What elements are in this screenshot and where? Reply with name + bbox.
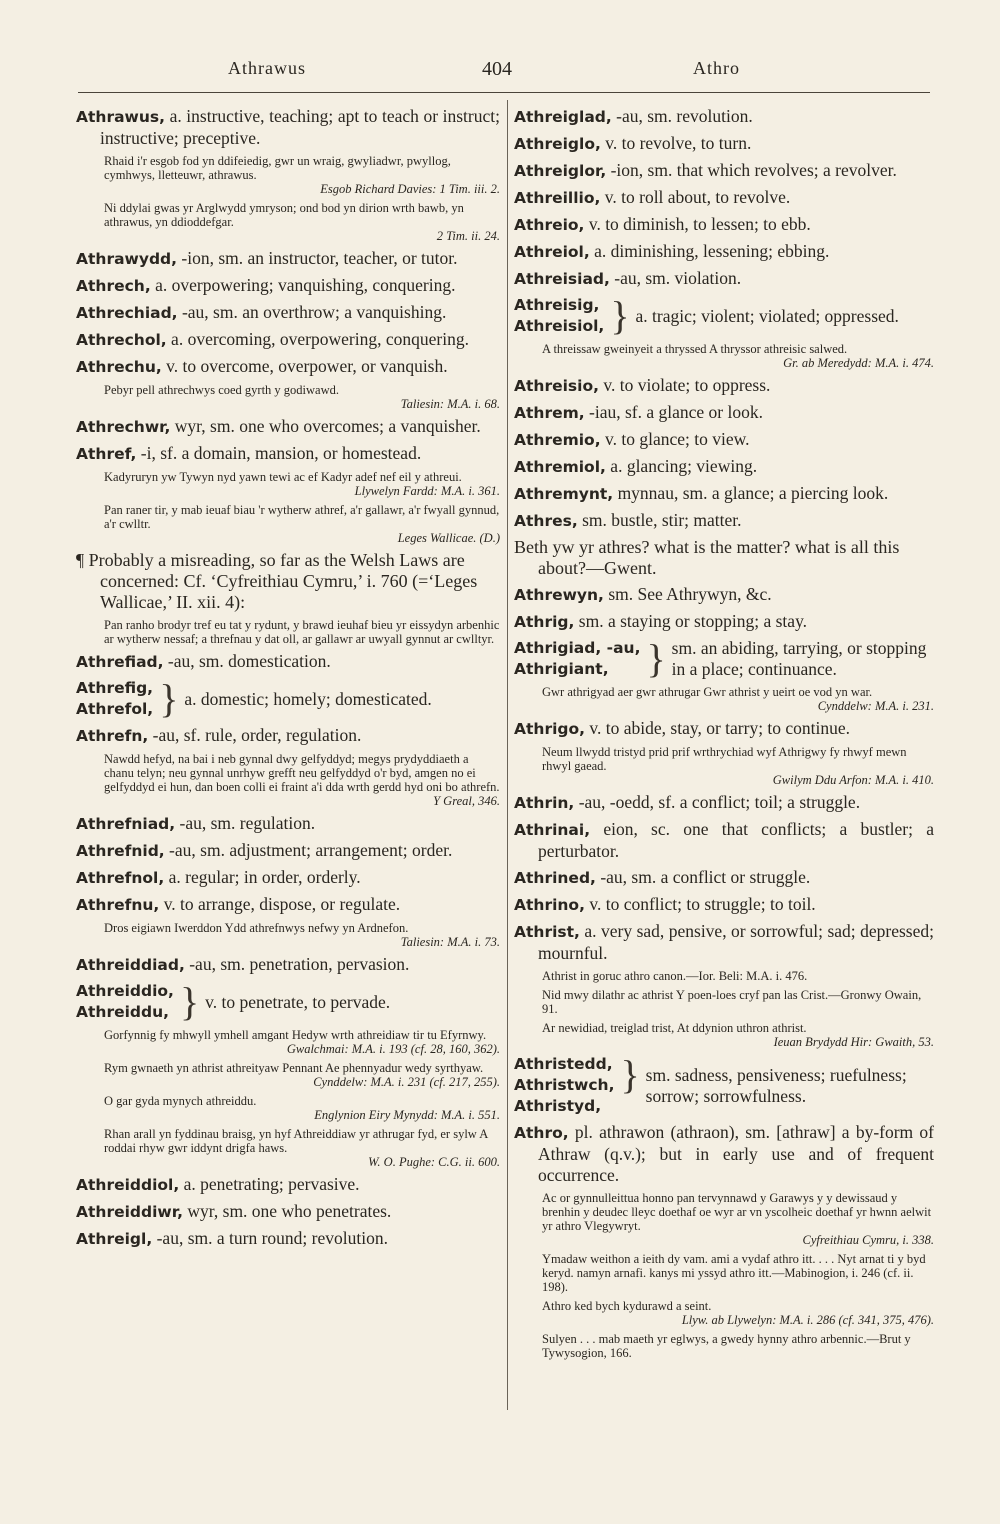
dictionary-entry xyxy=(514,584,934,606)
definition: v. to glance; to view. xyxy=(600,429,750,449)
citation-source: Taliesin: M.A. i. 73. xyxy=(400,935,500,949)
quotation-text: Rhan arall yn fyddinau braisg, yn hyf Athreiddiaw yr athrugar fyd, er sylw A roddai rhyw gwr iddynt drigfa haws. xyxy=(104,1127,488,1155)
quotation xyxy=(514,745,934,787)
headword: Athreisiol, xyxy=(514,317,605,335)
quotation xyxy=(76,154,500,196)
dictionary-entry xyxy=(514,133,934,155)
dictionary-entry xyxy=(76,813,500,835)
dictionary-entry xyxy=(76,894,500,916)
definition: pl. athrawon (athraon), sm. [athraw] a by-form of Athraw (q.v.); but in early use and of frequent occurrence. xyxy=(538,1122,934,1185)
dictionary-entry xyxy=(76,329,500,351)
headword: Athrawus, xyxy=(76,108,166,126)
dictionary-entry xyxy=(514,718,934,740)
quotation-text: Ar newidiad, treiglad trist, At ddynion uthron athrist. xyxy=(542,1021,807,1035)
headword: Athrechiad, xyxy=(76,304,178,322)
citation-source: Esgob Richard Davies: 1 Tim. iii. 2. xyxy=(320,182,500,196)
quotation xyxy=(76,470,500,498)
brace-glyph: } xyxy=(179,979,200,1024)
quotation-text: Rhaid i'r esgob fod yn ddifeiedig, gwr un wraig, gwyliadwr, pwyllog, cymhwys, lletteuwr, athrawus. xyxy=(104,154,451,182)
headword: Athreiddu, xyxy=(76,1003,170,1021)
definition: sm. an abiding, tarrying, or stopping in a place; continuance. xyxy=(671,638,927,679)
quotation xyxy=(514,1332,934,1360)
quotation-text: Sulyen . . . mab maeth yr eglwys, a gwedy hynny athro arbennic.—Brut y Tywysogion, 166. xyxy=(542,1332,911,1360)
dictionary-entry xyxy=(514,187,934,209)
definition: -iau, sf. a glance or look. xyxy=(584,402,763,422)
quotation xyxy=(514,342,934,370)
definition: sm. bustle, stir; matter. xyxy=(577,510,742,530)
headword: Athrigiant, xyxy=(514,660,609,678)
brace-glyph: } xyxy=(610,293,630,338)
dictionary-entry xyxy=(514,375,934,397)
headword: Athrigiad, -au, xyxy=(514,639,641,657)
quotation xyxy=(514,988,934,1016)
definition: a. glancing; viewing. xyxy=(605,456,758,476)
headword: Athrefniad, xyxy=(76,815,176,833)
headword: Athrechu, xyxy=(76,358,162,376)
citation-source: Gwilym Ddu Arfon: M.A. i. 410. xyxy=(772,773,934,787)
citation-source: W. O. Pughe: C.G. ii. 600. xyxy=(368,1155,500,1169)
definition: -au, sm. a conflict or struggle. xyxy=(595,867,811,887)
right-column xyxy=(514,106,934,1365)
citation-source: Leges Wallicae. (D.) xyxy=(397,531,500,545)
headword: Athrefnid, xyxy=(76,842,165,860)
dictionary-entry xyxy=(76,443,500,465)
quotation xyxy=(76,752,500,808)
definition: v. to conflict; to struggle; to toil. xyxy=(584,894,816,914)
definition: sm. sadness, pensiveness; ruefulness; sorrow; sorrowfulness. xyxy=(645,1064,907,1106)
quotation xyxy=(76,1127,500,1169)
definition: -au, sm. revolution. xyxy=(611,106,753,126)
quotation xyxy=(76,201,500,243)
grouped-entry xyxy=(76,981,500,1023)
dictionary-entry xyxy=(514,268,934,290)
quotation-text: Athro ked bych kydurawd a seint. xyxy=(542,1299,712,1313)
dictionary-entry xyxy=(514,241,934,263)
left-column xyxy=(76,106,500,1255)
quotation-text: A threissaw gweinyeit a thryssed A thryssor athreisic salwed. xyxy=(542,342,848,356)
dictionary-entry xyxy=(514,483,934,505)
quotation-text: Gorfynnig fy mhwyll ymhell amgant Hedyw wrth athreidiaw tir tu Efyrnwy. xyxy=(104,1028,487,1042)
definition: mynnau, sm. a glance; a piercing look. xyxy=(613,483,889,503)
definition: -i, sf. a domain, mansion, or homestead. xyxy=(136,443,422,463)
definition: sm. See Athrywyn, &c. xyxy=(603,584,772,604)
citation-source: Llyw. ab Llywelyn: M.A. i. 286 (cf. 341, 375, 476). xyxy=(681,1313,934,1327)
headword: Athremynt, xyxy=(514,485,614,503)
definition: sm. a staying or stopping; a stay. xyxy=(574,611,808,631)
definition: v. to abide, stay, or tarry; to continue. xyxy=(585,718,851,738)
quotation xyxy=(514,685,934,713)
brace-glyph: } xyxy=(620,1052,640,1097)
definition: -ion, sm. an instructor, teacher, or tutor. xyxy=(177,248,458,268)
quotation xyxy=(514,1021,934,1049)
definition: v. to violate; to oppress. xyxy=(599,375,771,395)
citation-source: Gr. ab Meredydd: M.A. i. 474. xyxy=(783,356,934,370)
headword: Athreillio, xyxy=(514,189,601,207)
headword: Athreiddiwr, xyxy=(76,1203,183,1221)
dictionary-entry xyxy=(514,510,934,532)
dictionary-entry xyxy=(76,275,500,297)
definition: eion, sc. one that conflicts; a bustler; a perturbator. xyxy=(538,819,934,861)
dictionary-entry xyxy=(514,1122,934,1186)
definition: v. to roll about, to revolve. xyxy=(600,187,791,207)
definition: v. to arrange, dispose, or regulate. xyxy=(159,894,401,914)
headword: Athrist, xyxy=(514,923,580,941)
quotation-text: Ac or gynnulleittua honno pan tervynnawd y Garawys y y dewissaud y brenhin y deudec lleyc doethaf oe wyr ar vn yscolheic doethaf yr hwnn aelwit yr athro Vlegywryt. xyxy=(542,1191,932,1233)
definition: a. overpowering; vanquishing, conquering. xyxy=(150,275,456,295)
definition: a. instructive, teaching; apt to teach or instruct; instructive; preceptive. xyxy=(100,106,500,148)
quotation xyxy=(76,1094,500,1122)
quotation-text: Kadyruryn yw Tywyn nyd yawn tewi ac ef Kadyr adef nef eil y athreui. xyxy=(104,470,462,484)
brace-glyph: } xyxy=(646,636,666,681)
dictionary-entry xyxy=(76,651,500,673)
definition: a. overcoming, overpowering, conquering. xyxy=(166,329,469,349)
citation-source: Y Greal, 346. xyxy=(433,794,500,808)
headword: Athreiol, xyxy=(514,243,590,261)
quotation-text: Ni ddylai gwas yr Arglwydd ymryson; ond bod yn dirion wrth bawb, yn athrawus, yn ddioddefgar. xyxy=(104,201,464,229)
citation-source: 2 Tim. ii. 24. xyxy=(436,229,500,243)
headword: Athrech, xyxy=(76,277,151,295)
headword: Athrefig, xyxy=(76,679,154,697)
headword: Athro, xyxy=(514,1124,569,1142)
headword: Athreiddiad, xyxy=(76,956,185,974)
quotation xyxy=(514,969,934,983)
definition: a. regular; in order, orderly. xyxy=(164,867,361,887)
quotation xyxy=(76,921,500,949)
dictionary-entry xyxy=(514,160,934,182)
dictionary-entry xyxy=(76,954,500,976)
dictionary-entry xyxy=(514,214,934,236)
grouped-entry xyxy=(514,638,934,680)
quotation xyxy=(76,618,500,646)
quotation-text: Athrist in goruc athro canon.—Ior. Beli: M.A. i. 476. xyxy=(542,969,808,983)
dictionary-entry xyxy=(76,1174,500,1196)
definition: -au, sm. an overthrow; a vanquishing. xyxy=(177,302,447,322)
dictionary-entry xyxy=(514,867,934,889)
definition: wyr, sm. one who overcomes; a vanquisher. xyxy=(170,416,481,436)
quotation xyxy=(76,503,500,545)
headword: Athrig, xyxy=(514,613,575,631)
quotation xyxy=(514,1299,934,1327)
headword: Athreisig, xyxy=(514,296,600,314)
definition: -au, sm. regulation. xyxy=(175,813,316,833)
header-left-catchword: Athrawus xyxy=(228,58,306,78)
definition: -au, sm. penetration, pervasion. xyxy=(184,954,410,974)
headword: Athrewyn, xyxy=(514,586,604,604)
dictionary-entry xyxy=(514,402,934,424)
quotation-text: Nid mwy dilathr ac athrist Y poen-loes cryf pan las Crist.—Gronwy Owain, 91. xyxy=(542,988,922,1016)
definition: -ion, sm. that which revolves; a revolver. xyxy=(606,160,897,180)
grouped-entry xyxy=(514,295,934,337)
headword: Athrefnu, xyxy=(76,896,160,914)
dictionary-entry xyxy=(76,867,500,889)
headword: Athristwch, xyxy=(514,1076,615,1094)
brace-glyph: } xyxy=(159,676,179,721)
dictionary-entry xyxy=(76,1228,500,1250)
quotation-text: Pan ranho brodyr tref eu tat y rydunt, y brawd ieuhaf bieu yr eissydyn arbenhic ar wytherw nessaf; a threfnau y dat oll, ar gallawr ar uwyall gynnut ar cwlltyr. xyxy=(104,618,500,646)
dictionary-entry xyxy=(514,894,934,916)
citation-source: Taliesin: M.A. i. 68. xyxy=(400,397,500,411)
headword: Athreisiad, xyxy=(514,270,610,288)
dictionary-entry xyxy=(76,1201,500,1223)
quotation xyxy=(514,1252,934,1294)
headword: Athrawydd, xyxy=(76,250,178,268)
definition: wyr, sm. one who penetrates. xyxy=(183,1201,392,1221)
headword: Athrefiad, xyxy=(76,653,164,671)
quotation-text: Rym gwnaeth yn athrist athreityaw Pennant Ae phennyadur wedy syrthyaw. xyxy=(104,1061,484,1075)
column-divider xyxy=(507,100,508,1410)
headword: Athrechwr, xyxy=(76,418,171,436)
dictionary-entry xyxy=(514,611,934,633)
headword: Athrefnol, xyxy=(76,869,165,887)
headword: Athrin, xyxy=(514,794,575,812)
headword: Athreisio, xyxy=(514,377,599,395)
quotation xyxy=(76,383,500,411)
quotation xyxy=(76,1028,500,1056)
grouped-entry xyxy=(514,1054,934,1117)
headword: Athremiol, xyxy=(514,458,606,476)
definition: -au, sm. domestication. xyxy=(163,651,331,671)
definition: v. to revolve, to turn. xyxy=(600,133,752,153)
headword: Athref, xyxy=(76,445,137,463)
quotation-text: Pebyr pell athrechwys coed gyrth y godiwawd. xyxy=(104,383,340,397)
quotation-text: O gar gyda mynych athreiddu. xyxy=(104,1094,257,1108)
headword: Athreiglo, xyxy=(514,135,601,153)
definition: a. tragic; violent; violated; oppressed. xyxy=(635,305,899,326)
citation-source: Gwalchmai: M.A. i. 193 (cf. 28, 160, 362). xyxy=(286,1042,500,1056)
headword: Athrefol, xyxy=(76,700,154,718)
editorial-note: ¶ Probably a misreading, so far as the Welsh Laws are concerned: Cf. ‘Cyfreithiau Cymru,’ i. 760 (=‘Leges Wallicae,’ II. xii. 4): xyxy=(76,550,478,612)
dictionary-entry xyxy=(76,416,500,438)
headword: Athreigl, xyxy=(76,1230,153,1248)
dictionary-entry xyxy=(76,106,500,149)
editorial-note: Beth yw yr athres? what is the matter? what is all this about?—Gwent. xyxy=(514,537,900,578)
definition: -au, sm. violation. xyxy=(609,268,742,288)
headword: Athrechol, xyxy=(76,331,167,349)
quotation-text: Ymadaw weithon a ieith dy vam. ami a vydaf athro itt. . . . Nyt arnat ti y byd keryd. namyn arnafi. kanys mi yssyd athro itt.—Mabinogion, i. 246 (cf. ii. 198). xyxy=(542,1252,926,1294)
citation-source: Cynddelw: M.A. i. 231 (cf. 217, 255). xyxy=(313,1075,500,1089)
citation-source: Cyfreithiau Cymru, i. 338. xyxy=(802,1233,934,1247)
dictionary-entry xyxy=(76,248,500,270)
quotation xyxy=(514,1191,934,1247)
dictionary-entry xyxy=(76,356,500,378)
headword: Athres, xyxy=(514,512,578,530)
citation-source: Englynion Eiry Mynydd: M.A. i. 551. xyxy=(314,1108,500,1122)
definition: -au, sm. a turn round; revolution. xyxy=(152,1228,388,1248)
headword: Athreiddiol, xyxy=(76,1176,180,1194)
dictionary-entry xyxy=(514,819,934,862)
running-header xyxy=(78,52,930,93)
definition: a. penetrating; pervasive. xyxy=(179,1174,360,1194)
definition: a. very sad, pensive, or sorrowful; sad; depressed; mournful. xyxy=(538,921,934,963)
grouped-entry xyxy=(76,678,500,720)
definition: -au, -oedd, sf. a conflict; toil; a struggle. xyxy=(574,792,861,812)
dictionary-entry xyxy=(76,725,500,747)
headword: Athreiddio, xyxy=(76,982,174,1000)
quotation-text: Nawdd hefyd, na bai i neb gynnal dwy gelfyddyd; megys prydyddiaeth a chanu telyn; neu gynnal unrhyw grefft neu gelfyddyd o'r byd, amgen no ei gelfyddyd ei hun, dan boen colli ei fraint a'i dda wrth gerdd hyd oni bo athrefn. xyxy=(104,752,500,794)
definition: -au, sm. adjustment; arrangement; order. xyxy=(164,840,453,860)
quotation-text: Gwr athrigyad aer gwr athrugar Gwr athrist y ueirt oe vod yn war. xyxy=(542,685,873,699)
definition: -au, sf. rule, order, regulation. xyxy=(148,725,362,745)
headword: Athremio, xyxy=(514,431,601,449)
definition: v. to penetrate, to pervade. xyxy=(205,991,391,1012)
headword: Athreiglor, xyxy=(514,162,607,180)
header-right-catchword: Athro xyxy=(693,58,740,78)
headword: Athreio, xyxy=(514,216,585,234)
headword: Athristyd, xyxy=(514,1097,602,1115)
dictionary-entry xyxy=(76,302,500,324)
headword: Athreiglad, xyxy=(514,108,612,126)
dictionary-entry xyxy=(514,106,934,128)
definition: v. to diminish, to lessen; to ebb. xyxy=(584,214,811,234)
headword: Athrefn, xyxy=(76,727,149,745)
definition: a. domestic; homely; domesticated. xyxy=(184,688,432,709)
page-number: 404 xyxy=(482,58,512,80)
citation-source: Llywelyn Fardd: M.A. i. 361. xyxy=(354,484,500,498)
dictionary-entry xyxy=(76,840,500,862)
headword: Athrinai, xyxy=(514,821,591,839)
dictionary-entry xyxy=(514,792,934,814)
headword: Athrined, xyxy=(514,869,596,887)
headword: Athristedd, xyxy=(514,1055,613,1073)
quotation-text: Dros eigiawn Iwerddon Ydd athrefnwys nefwy yn Ardnefon. xyxy=(104,921,409,935)
definition: a. diminishing, lessening; ebbing. xyxy=(589,241,830,261)
quotation-text: Neum llwydd tristyd prid prif wrthrychiad wyf Athrigwy fy rhwyf mewn rhwyl gaead. xyxy=(542,745,907,773)
quotation xyxy=(76,1061,500,1089)
headword: Athrino, xyxy=(514,896,585,914)
headword: Athrigo, xyxy=(514,720,586,738)
definition: v. to overcome, overpower, or vanquish. xyxy=(161,356,448,376)
dictionary-entry xyxy=(514,456,934,478)
quotation-text: Pan raner tir, y mab ieuaf biau 'r wytherw athref, a'r gallawr, a'r fwyall gynnud, a'r cwlltr. xyxy=(104,503,500,531)
dictionary-entry xyxy=(514,921,934,964)
citation-source: Cynddelw: M.A. i. 231. xyxy=(817,699,934,713)
dictionary-entry xyxy=(514,429,934,451)
headword: Athrem, xyxy=(514,404,585,422)
citation-source: Ieuan Brydydd Hir: Gwaith, 53. xyxy=(773,1035,934,1049)
